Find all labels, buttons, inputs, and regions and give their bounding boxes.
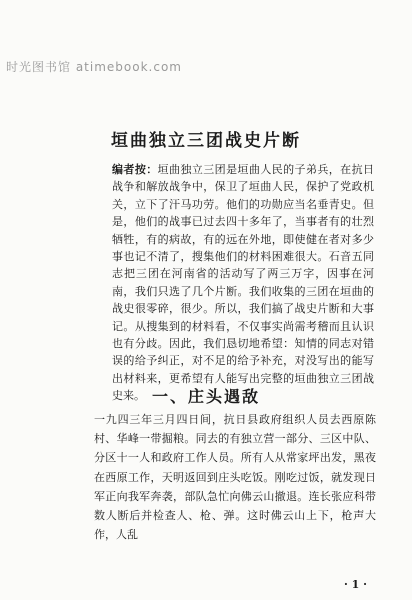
editor-note-label: 编者按： <box>112 163 158 176</box>
section-heading: 一、庄头遇敌 <box>151 387 260 406</box>
chapter-text: 一九四三年三月四日间，抗日县政府组织人员去西原陈村、华峰一带掘粮。同去的有独立营一部分、三区中队、分区十一人和政府工作人员。所有人从常家坪出发，黑夜在西原工作，天明返回到庄头吃饭。刚吃过饭，就发现日军正向我军奔袭，部队急忙向佛云山撤退。连长张应科带数人断后并检查人、枪、弹。这时佛云山上下，枪声大作，人乱 <box>94 413 376 542</box>
editor-note-text: 垣曲独立三团是垣曲人民的子弟兵，在抗日战争和解放战争中，保卫了垣曲人民，保护了党政机关，立下了汗马功劳。他们的功勋应当名垂青史。但是，他们的战事已过去四十多年了，当事者有的壮烈牺牲，有的病故，有的远在外地，即使健在者对多少事也记不清了，搜集他们的材料困难很大。石音五同志把三团在河南省的活动写了两三万字，因事在河南，我们只选了几个片断。我们收集的三团在垣曲的战史很零碎，很少。所以，我们搞了战史片断和大事记。从搜集到的材料看，不仅事实尚需考稽而且认识也有分歧。因此，我们恳切地希望：知情的同志对错误的给予纠正，对不足的给予补充，对没写出的能写出材料来，更希望有人能写出完整的垣曲独立三团战史来。 <box>112 163 375 403</box>
editor-note <box>112 161 374 405</box>
page-title: 垣曲独立三团战史片断 <box>111 131 301 151</box>
watermark: 时光图书馆 atimebook.com <box>6 60 182 74</box>
page-number: · 1 · <box>344 578 367 591</box>
